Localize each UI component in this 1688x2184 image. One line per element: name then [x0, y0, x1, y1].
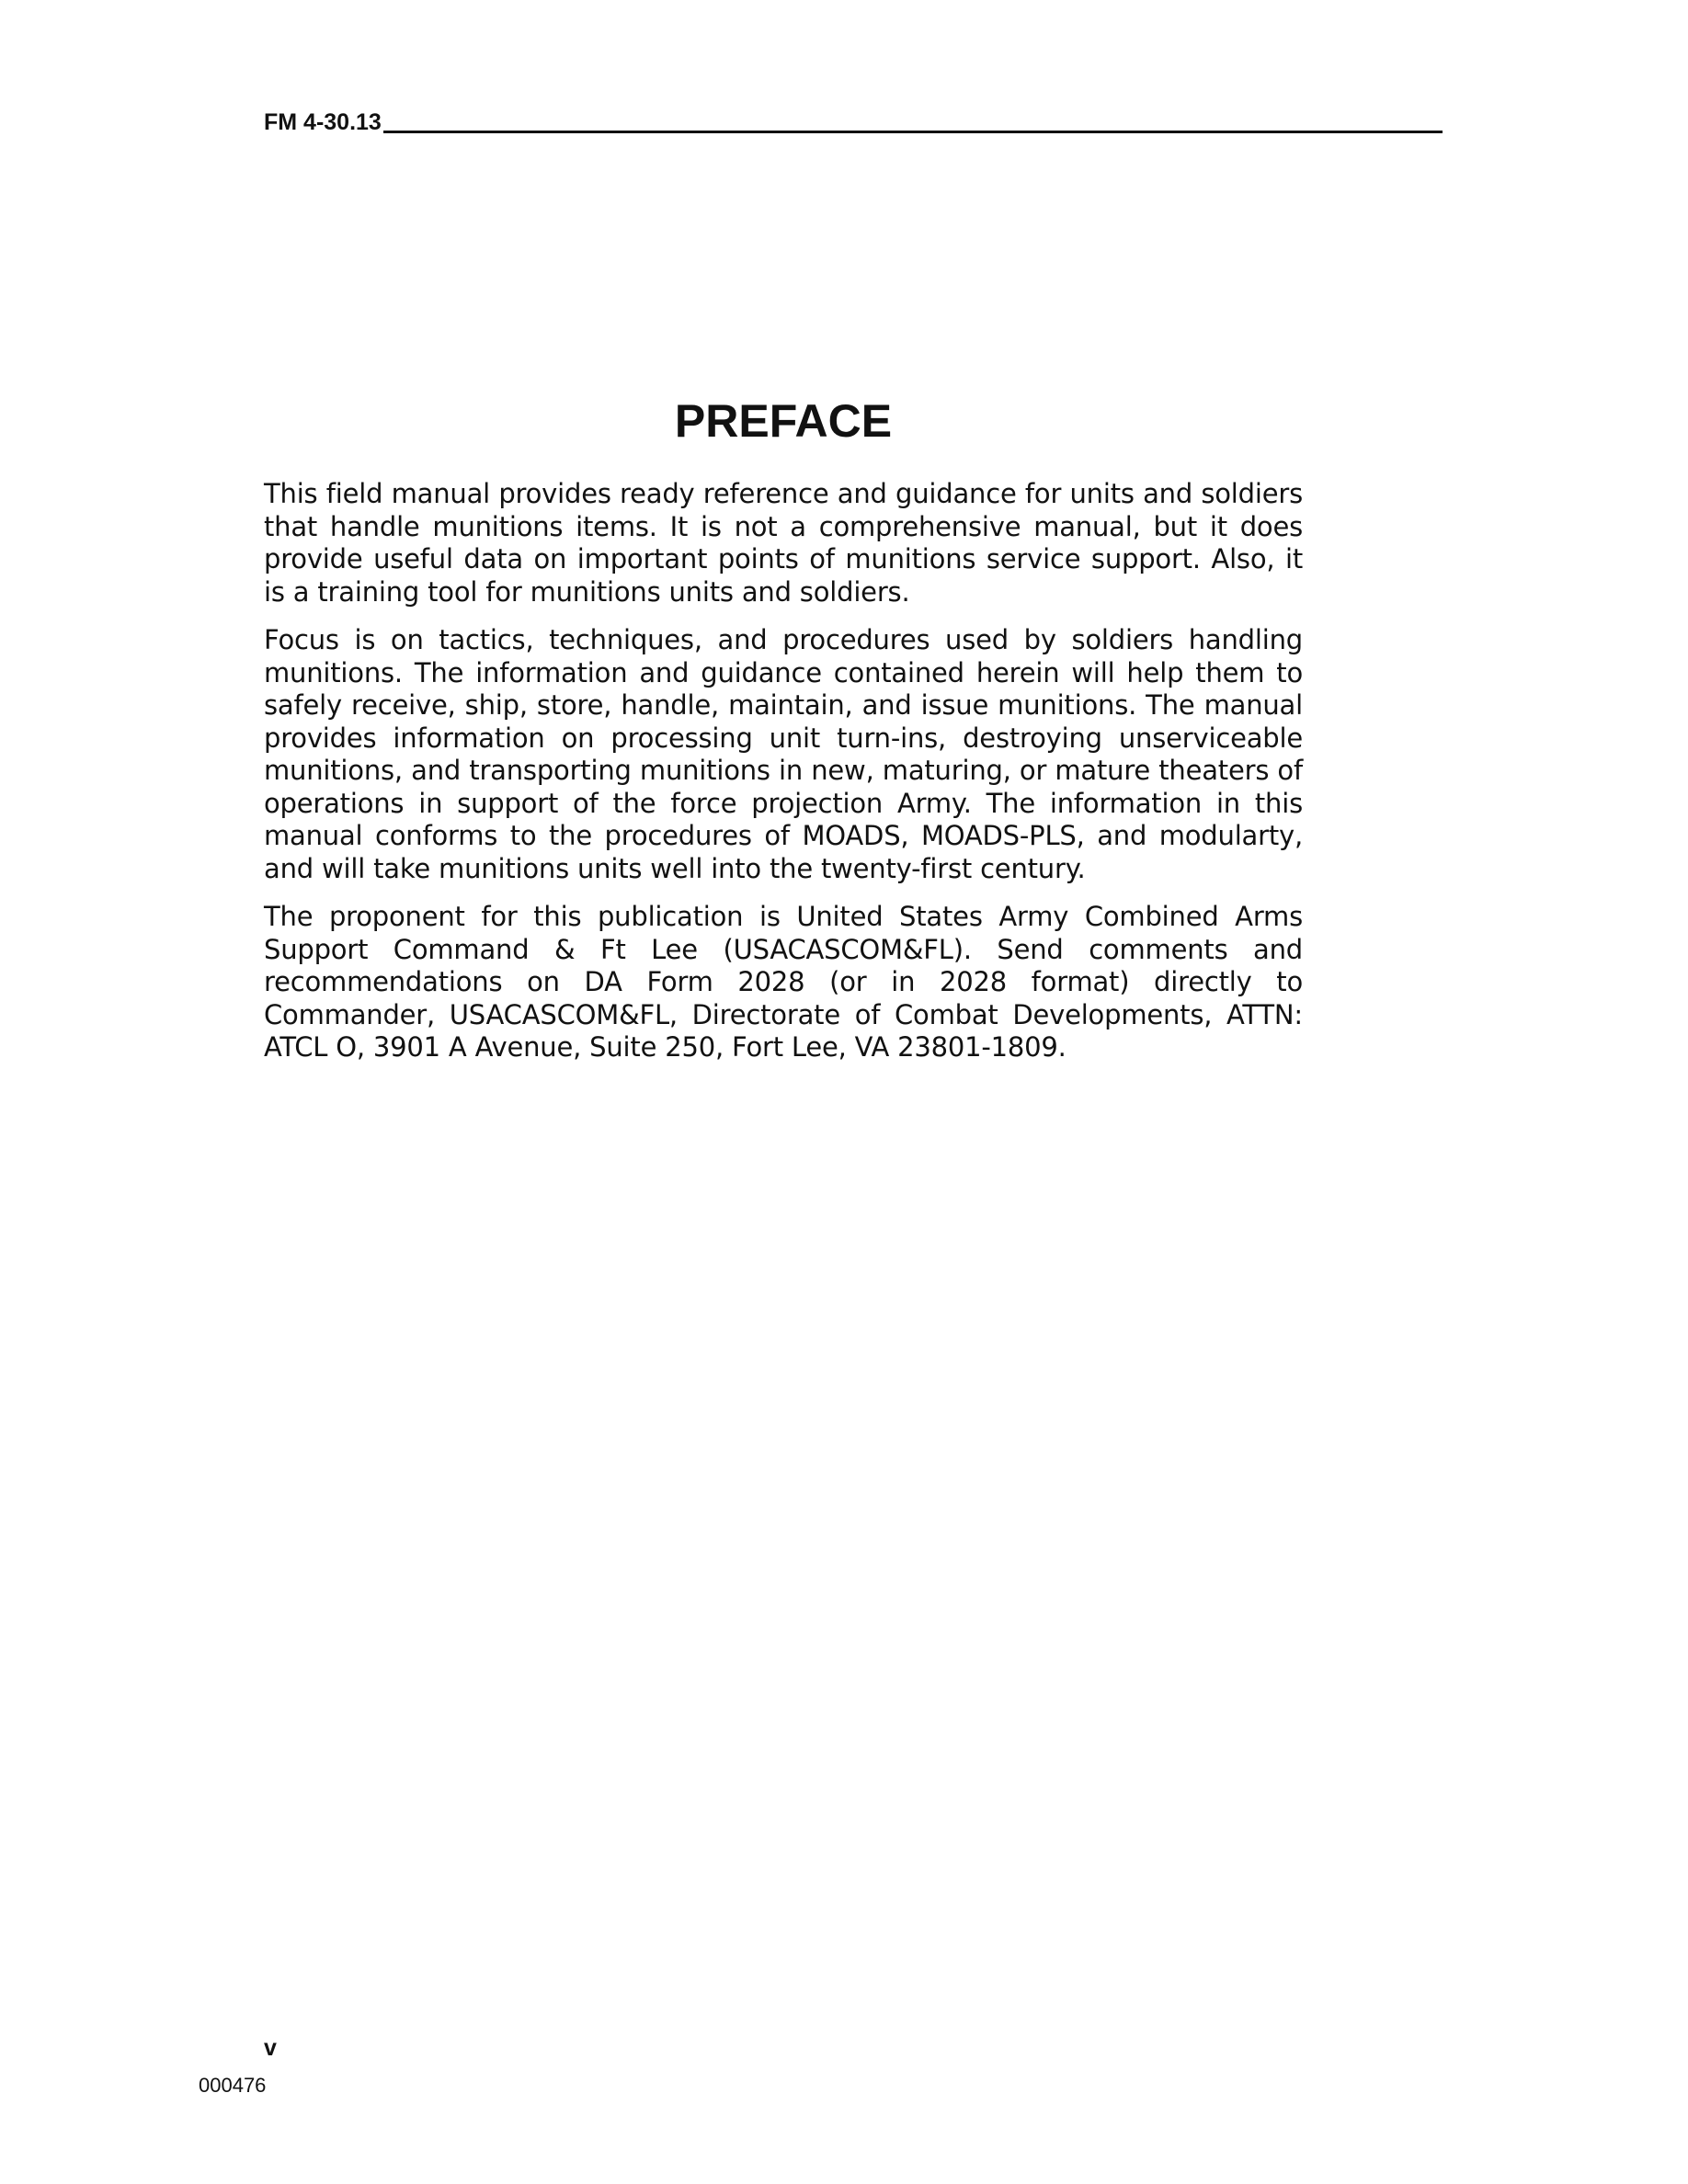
document-number: FM 4-30.13 — [264, 109, 382, 135]
preface-body — [264, 478, 1303, 1080]
control-number: 000476 — [199, 2074, 267, 2097]
header-rule — [383, 131, 1443, 133]
paragraph-proponent: The proponent for this publication is United States Army Combined Arms Support Command & Ft Lee (USACASCOM&FL). Send comments and recommendations on DA Form 2028 (or in 2028 format) directly to Commander, USACASCOM&FL, Directorate of Combat Developments, ATTN: ATCL O, 3901 A Avenue, Suite 250, Fort Lee, VA 23801-1809. — [264, 901, 1303, 1063]
page-title: PREFACE — [674, 395, 893, 447]
paragraph-purpose: This field manual provides ready reference and guidance for units and soldiers that handle munitions items. It is not a comprehensive manual, but it does provide useful data on important points of munitions service support. Also, it is a training tool for munitions units and soldiers. — [264, 478, 1303, 608]
page-header — [264, 107, 1443, 136]
page-number: v — [264, 2035, 277, 2061]
paragraph-focus: Focus is on tactics, techniques, and procedures used by soldiers handling munitions. The information and guidance contained herein will help them to safely receive, ship, store, handle, maintain, and issue munitions. The manual provides information on processing unit turn-ins, destroying unserviceable munitions, and transporting munitions in new, maturing, or mature theaters of operations in support of the force projection Army. The information in this manual conforms to the procedures of MOADS, MOADS-PLS, and modularty, and will take munitions units well into the twenty-first century. — [264, 624, 1303, 884]
